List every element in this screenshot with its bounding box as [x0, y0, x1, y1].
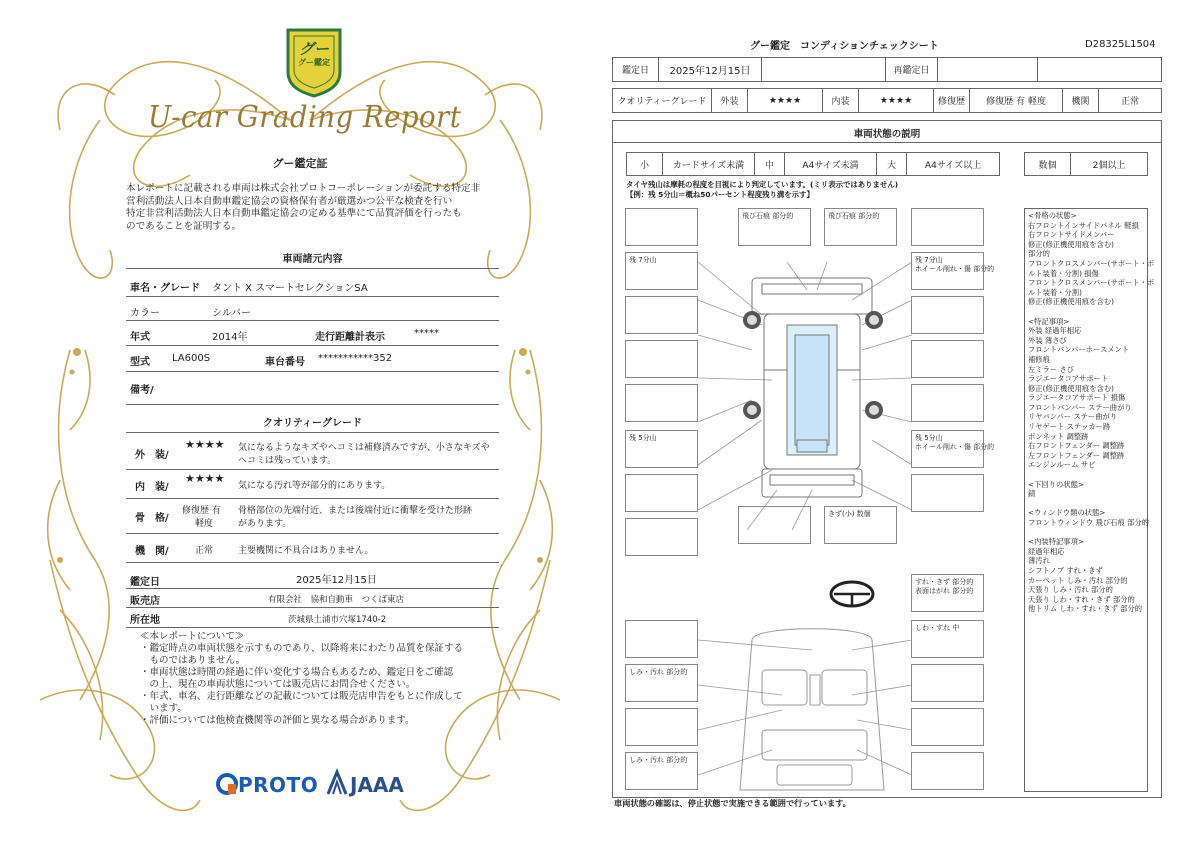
divider: [126, 627, 499, 628]
note-line: 左ミラー さび: [1028, 364, 1075, 374]
jaaa-logo-icon: [326, 770, 348, 796]
note-line: 天張り しみ・汚れ 部分的: [1028, 585, 1113, 595]
diagram-box: しみ・汚れ 部分的: [625, 664, 698, 702]
note-line: 右フロントサイドメンバー: [1028, 230, 1115, 240]
legend-small-desc: カードサイズ未満: [662, 152, 755, 176]
diagram-box: [625, 518, 698, 556]
diagram-box: [911, 384, 984, 422]
steering-wheel-icon: [831, 582, 873, 606]
year-value: 2014年: [212, 332, 248, 343]
legend-large-desc: A4サイズ以上: [906, 152, 1000, 176]
body-line: 本レポートに記載される車両は株式会社プロトコーポレーションが委託する特定非: [126, 183, 481, 194]
dealer-value: 有限会社 協和自動車 つくば東店: [268, 595, 405, 605]
note-line: <特記事項>: [1028, 316, 1070, 326]
diagram-box: [911, 296, 984, 334]
diagram-box: [625, 620, 698, 658]
notes: [140, 631, 490, 727]
frame-label: 骨 格/: [135, 513, 169, 524]
mileage-label: 走行距離計表示: [315, 332, 385, 343]
sheet-footer: 車両状態の確認は、停止状態で実施できる範囲で行っています。: [614, 798, 851, 808]
note-line: フロントウィンドウ 飛び石痕 部分的: [1028, 518, 1149, 527]
note-line: ・車両状態は時間の経過に伴い変化する場合もあるため、鑑定日をご確認: [140, 667, 454, 678]
note-line: ルト装着・分割) 損傷: [1028, 268, 1099, 278]
legend-large: 大: [876, 152, 907, 176]
note-line: ・鑑定時点の車両状態を示すものであり、以降将来にわたり品質を保証する: [140, 643, 464, 654]
proto-logo-text: PROTO: [238, 773, 319, 797]
diagram-box: 飛び石痕 部分的: [824, 208, 897, 246]
body-line: 営利活動法人日本自動車鑑定協会の資格保有者が厳選かつ公平な検査を行い: [126, 195, 453, 207]
note-line: ラジエータコアサポート 損傷: [1028, 393, 1126, 403]
year-label: 年式: [130, 332, 150, 343]
note-line: フロントクロスメンバー(サポート・ボ: [1028, 258, 1155, 268]
divider: [126, 268, 499, 269]
dealer-label: 販売店: [130, 596, 160, 607]
note-line: 薄汚れ: [1028, 556, 1050, 566]
note-line: ・年式、車名、走行距離などの記載については販売店申告をもとに作成して: [140, 691, 463, 702]
divider: [126, 371, 499, 372]
notes-heading: ≪本レポートについて≫: [140, 631, 245, 642]
note-line: [1028, 470, 1148, 480]
note-line: 修正(修正機使用痕を含む): [1028, 383, 1114, 393]
note-line: リヤバンパー ステー曲がり: [1028, 412, 1118, 422]
diagram-box: きず(小) 数個: [824, 506, 897, 544]
date-value: 2025年12月15日: [296, 575, 377, 586]
model-label: 型式: [130, 357, 150, 368]
diagram-box: 残 7分山 ホイール削れ・傷 部分的: [911, 252, 984, 290]
note-line: 部分的: [1028, 249, 1050, 259]
interior-label: 内 装/: [135, 482, 169, 493]
diagram-box: [625, 384, 698, 422]
diagram-box: [625, 708, 698, 746]
model-value: LA600S: [172, 353, 211, 364]
diagram-box: [911, 208, 984, 246]
reinspect-label: 再鑑定日: [885, 57, 938, 82]
repair-value: 修復歴 有 軽度: [969, 88, 1063, 113]
note-line: 右フロントフェンダー 調整跡: [1028, 441, 1125, 451]
note-line: 経過年相応: [1028, 546, 1065, 556]
note-line: ・評価については他検査機関等の評価と異なる場合があります。: [140, 715, 415, 726]
diagram-box: 残 5分山: [625, 430, 698, 468]
note-line: [1028, 528, 1148, 538]
name-label: 車名・グレード: [130, 283, 200, 294]
note-line: リヤゲート ステッカー跡: [1028, 422, 1111, 432]
remarks-label: 備考/: [130, 385, 154, 396]
note-line: フロントクロスメンバー(サポート・ボ: [1028, 278, 1155, 288]
legend-count-desc: 2個以上: [1070, 152, 1148, 176]
exterior-stars: ★★★★: [185, 438, 225, 451]
note-line: います。: [140, 703, 187, 714]
divider: [126, 588, 499, 589]
note-line: 外装 経過年相応: [1028, 326, 1082, 336]
note-line: 修正(修正機使用痕を含む): [1028, 239, 1114, 249]
diagram-box: [911, 752, 984, 790]
diagram-box: 残 7分山: [625, 252, 698, 290]
diagram-box: しわ・すれ 中: [911, 620, 984, 658]
divider: [126, 320, 499, 321]
frame-comment: があります。: [238, 519, 292, 529]
divider: [126, 404, 499, 405]
color-label: カラー: [130, 308, 160, 319]
diagram-box: [911, 340, 984, 378]
note-line: <下回りの状態>: [1028, 479, 1085, 489]
certificate-body: [126, 183, 496, 233]
status-heading: 車両状態の説明: [853, 129, 921, 140]
spec-heading: 車両諸元内容: [282, 254, 343, 265]
body-line: 特定非営利活動法人日本自動車鑑定協会の定める基準にて品質評価を行ったも: [126, 208, 462, 219]
note-line: <骨格の状態>: [1028, 211, 1077, 220]
legend-mid-desc: A4サイズ未満: [784, 152, 877, 176]
note-line: フロントバンパーホースメント: [1028, 345, 1130, 355]
diagram-box: [911, 708, 984, 746]
note-line: 他トリム しわ・すれ・きず 部分的: [1028, 604, 1143, 614]
diagram-box: すれ・きず 部分的 表面はがれ 部分的: [911, 574, 984, 612]
divider: [126, 533, 499, 534]
diagram-box: しみ・汚れ 部分的: [625, 752, 698, 790]
int-label: 内装: [822, 88, 859, 113]
diagram-box: [625, 340, 698, 378]
note-line: [1028, 499, 1148, 509]
engine-value: 正常: [195, 546, 214, 556]
notes-list: [1028, 211, 1155, 614]
frame-value: 軽度: [195, 519, 214, 529]
date-value: 2025年12月15日: [658, 57, 762, 82]
tire-note: タイヤ残山は摩耗の程度を目視により判定しています。(ミリ表示ではありません): [626, 180, 899, 189]
divider: [612, 142, 1162, 143]
chassis-label: 車台番号: [265, 357, 305, 368]
diagram-box: [911, 664, 984, 702]
divider: [126, 345, 499, 346]
interior-comment: 気になる汚れ等が部分的にあります。: [238, 481, 391, 491]
tire-note-example: 【例：残 5分山＝概ね50パーセント程度残り溝を示す】: [626, 190, 814, 199]
ext-stars: ★★★★: [747, 88, 823, 113]
address-label: 所在地: [130, 615, 160, 626]
legend-mid: 中: [754, 152, 785, 176]
note-line: 右フロントインサイドパネル 軽損: [1028, 220, 1139, 230]
engine-comment: 主要機関に不具合はありません。: [238, 546, 374, 556]
legend-small: 小: [626, 152, 663, 176]
note-line: エンジンルーム サビ: [1028, 460, 1096, 470]
reinspect-value: [937, 57, 1038, 82]
diagram-box: [625, 474, 698, 512]
exterior-label: 外 装/: [135, 450, 169, 461]
jaaa-logo-text: JAAA: [350, 773, 404, 797]
int-stars: ★★★★: [858, 88, 934, 113]
ext-label: 外装: [711, 88, 748, 113]
proto-logo-icon: [216, 772, 238, 796]
note-line: カーペット しみ・汚れ 部分的: [1028, 575, 1128, 585]
certificate-heading: グー鑑定証: [272, 157, 328, 170]
date-label: 鑑定日: [612, 57, 659, 82]
divider: [126, 607, 499, 608]
divider: [126, 432, 499, 433]
diagram-box: [625, 208, 698, 246]
blank-cell: [761, 57, 886, 82]
condition-check-sheet: [600, 0, 1200, 848]
diagram-box: [738, 506, 811, 544]
badge-mark: グー: [298, 40, 329, 58]
interior-stars: ★★★★: [185, 472, 225, 485]
legend-count: 数個: [1024, 152, 1071, 176]
divider: [126, 562, 499, 563]
quality-label: クオリティーグレード: [612, 88, 712, 113]
note-line: ボンネット 調整跡: [1028, 431, 1089, 441]
frame-value: 修復歴 有: [182, 506, 221, 516]
note-line: 外装 薄さび: [1028, 335, 1067, 345]
note-line: ルト装着・分割): [1028, 287, 1082, 297]
divider: [126, 469, 499, 470]
note-line: の上、現在の車両状態については販売店にお問合せください。: [140, 679, 416, 690]
note-line: 錆: [1028, 489, 1036, 499]
chassis-value: ***********352: [318, 353, 393, 364]
engine-label: 機関: [1062, 88, 1099, 113]
note-line: ものではありません。: [140, 655, 246, 666]
note-line: 修正(修正機使用痕を含む): [1028, 297, 1114, 307]
diagram-box: 残 5分山 ホイール削れ・傷 部分的: [911, 430, 984, 468]
engine-value: 正常: [1098, 88, 1162, 113]
note-line: ラジエータコアサポート: [1028, 374, 1109, 384]
name-value: タント X スマートセレクションSA: [212, 283, 368, 294]
note-line: 補修痕: [1028, 354, 1050, 364]
note-line: <内装特記事項>: [1028, 537, 1085, 547]
divider: [126, 498, 499, 499]
note-line: [1028, 307, 1148, 317]
mileage-value: *****: [414, 328, 439, 339]
engine-label: 機 関/: [135, 546, 169, 557]
color-value: シルバー: [212, 308, 252, 319]
badge-text: グー鑑定: [298, 58, 330, 67]
report-title: U-car Grading Report: [148, 100, 462, 135]
address-value: 茨城県土浦市穴塚1740-2: [288, 615, 387, 625]
diagram-box: 飛び石痕 部分的: [738, 208, 811, 246]
diagram-box: [911, 474, 984, 512]
blank-cell: [1037, 57, 1162, 82]
exterior-comment: 気になるようなキズやヘコミは補修済みですが、小さなキズや: [238, 443, 490, 453]
exterior-comment: ヘコミは残っています。: [238, 456, 337, 466]
note-line: <ウィンドウ類の状態>: [1028, 508, 1106, 518]
body-line: のであることを証明する。: [126, 220, 242, 232]
note-line: シフトノブ すれ・きず: [1028, 565, 1103, 575]
sheet-title: グー鑑定 コンディションチェックシート: [750, 41, 939, 52]
quality-heading: クオリティーグレード: [263, 418, 362, 429]
divider: [126, 296, 499, 297]
sheet-code: D28325L1504: [1085, 39, 1156, 50]
note-line: 左フロントフェンダー 調整跡: [1028, 450, 1125, 460]
note-line: フロントバンパー ステー曲がり: [1028, 402, 1132, 412]
repair-label: 修復歴: [933, 88, 970, 113]
note-line: 天張り しわ・すれ・きず 部分的: [1028, 594, 1135, 604]
frame-comment: 骨格部位の先端付近、または後端付近に衝撃を受けた形跡: [238, 506, 473, 516]
date-label: 鑑定日: [130, 577, 160, 588]
diagram-box: [625, 296, 698, 334]
